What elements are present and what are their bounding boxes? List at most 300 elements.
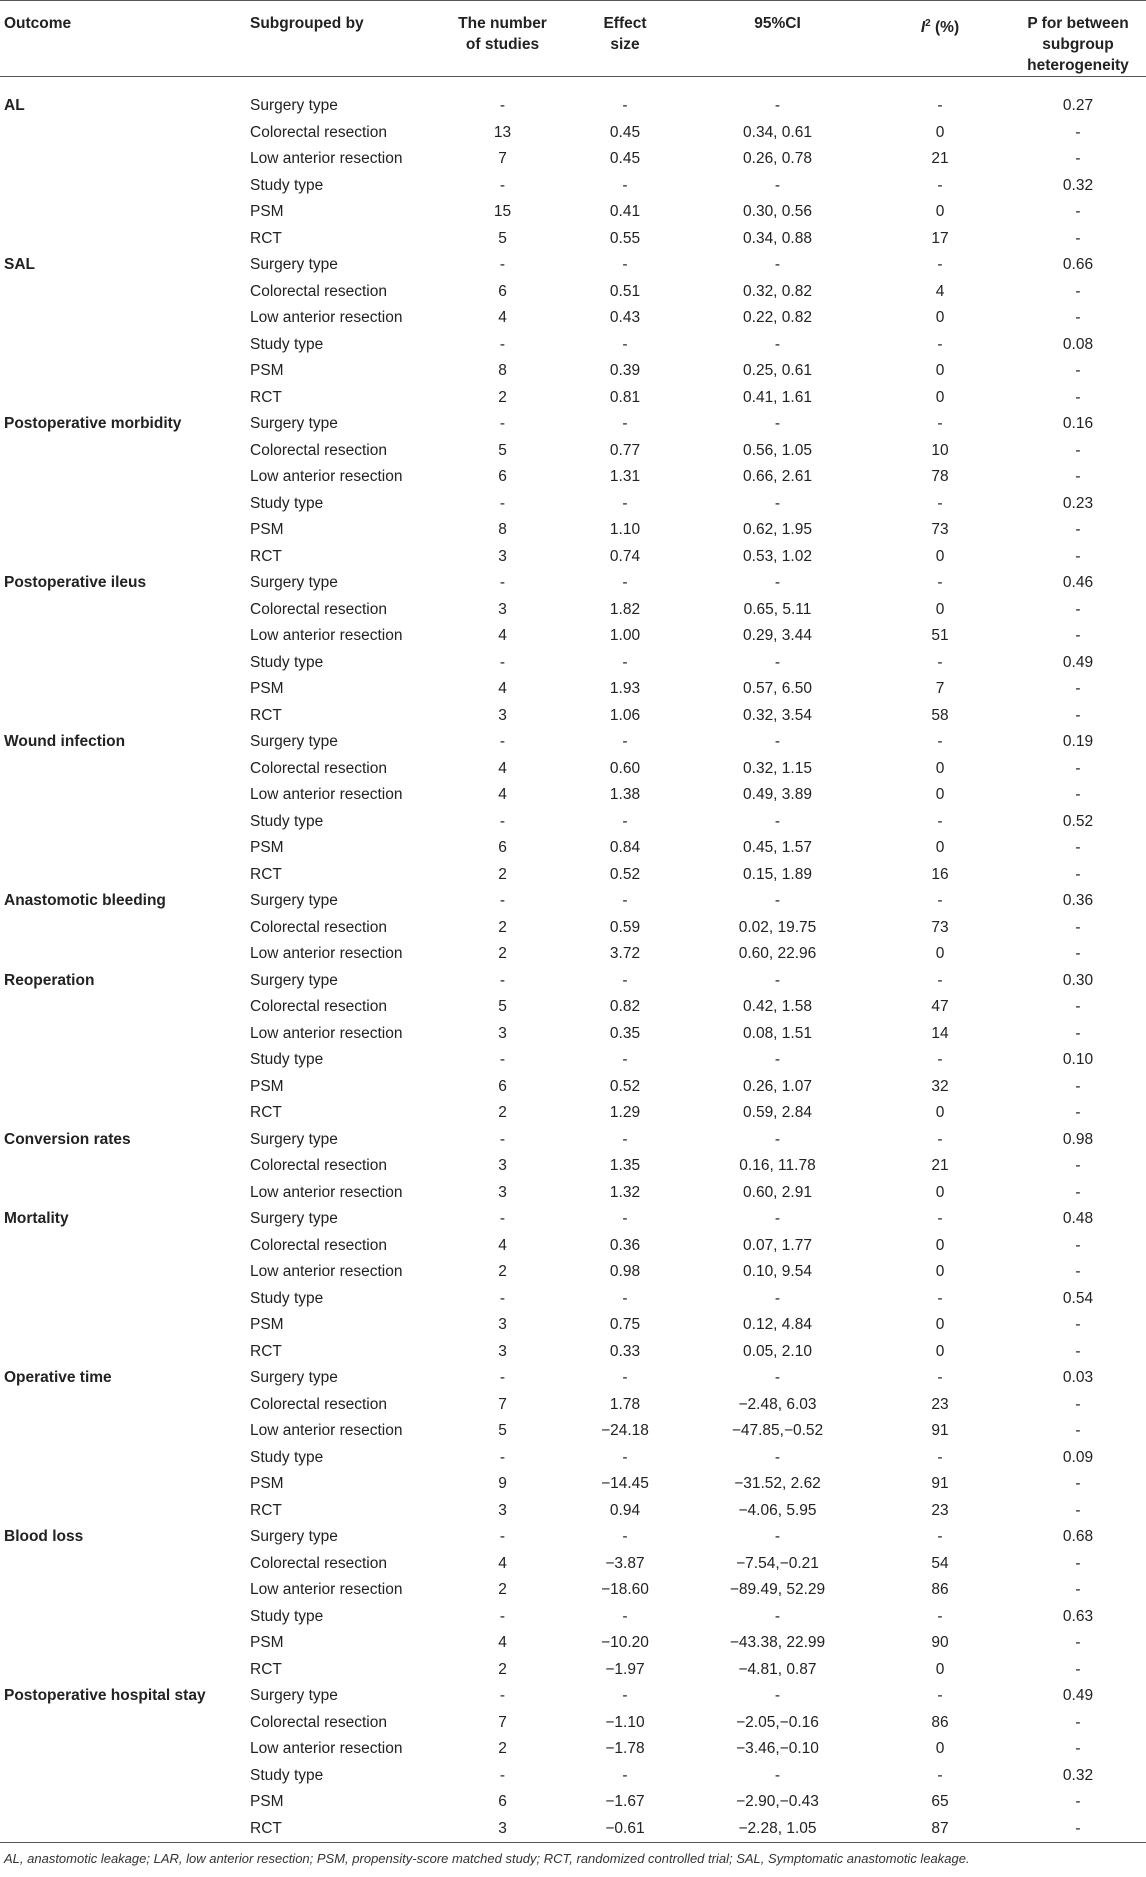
ci-cell: - [774, 335, 781, 353]
studies-count-cell: 4 [498, 680, 507, 697]
outcome-cell [0, 1100, 250, 1127]
studies-count-cell: 3 [498, 1183, 507, 1201]
studies-count-cell: 3 [498, 1501, 507, 1519]
table-row [0, 226, 1146, 253]
p-heterogeneity-cell: - [1075, 1183, 1081, 1201]
ci-cell: - [774, 733, 781, 750]
ci-cell: 0.65, 5.11 [743, 600, 812, 618]
p-heterogeneity-cell: 0.54 [1062, 1289, 1094, 1307]
subgroup-cell: Low anterior resection [250, 1183, 403, 1201]
studies-count-cell: - [499, 574, 506, 591]
table-row [0, 1498, 1146, 1525]
i2-cell: 0 [935, 547, 945, 565]
i2-cell: 0 [935, 123, 945, 141]
p-heterogeneity-cell: - [1075, 229, 1081, 247]
studies-count-cell: 4 [498, 309, 507, 326]
outcome-cell [0, 1392, 250, 1419]
subgroup-cell: Low anterior resection [250, 1422, 403, 1439]
i2-cell: - [937, 1766, 943, 1784]
outcome-cell [0, 1418, 250, 1445]
effect-size-cell: - [622, 1289, 628, 1307]
effect-size-cell: 1.78 [609, 1395, 641, 1413]
studies-count-cell: 8 [498, 362, 507, 379]
table-body [0, 77, 1146, 1843]
outcome-cell [0, 1577, 250, 1604]
p-heterogeneity-cell: 0.48 [1062, 1210, 1094, 1227]
effect-size-cell: 1.06 [609, 706, 641, 724]
p-heterogeneity-cell: - [1075, 865, 1081, 883]
subgroup-cell: Study type [250, 494, 324, 512]
subgroup-cell: RCT [250, 229, 282, 247]
i2-cell: - [937, 256, 943, 273]
effect-size-cell: - [622, 1528, 628, 1545]
studies-count-cell: 2 [498, 1104, 507, 1121]
i2-cell: 0 [935, 1183, 945, 1201]
outcome-cell [0, 332, 250, 359]
p-heterogeneity-cell: 0.46 [1062, 574, 1094, 591]
table-row [0, 1047, 1146, 1074]
subgroup-cell: Study type [250, 176, 324, 194]
outcome-cell [0, 1551, 250, 1578]
subgroup-cell: PSM [250, 1634, 284, 1651]
outcome-cell [0, 544, 250, 571]
studies-count-cell: - [499, 494, 506, 512]
subgroup-cell: Study type [250, 335, 324, 353]
i2-cell: 0 [935, 1660, 945, 1678]
studies-count-cell: - [499, 1766, 506, 1784]
i2-cell: - [937, 1051, 943, 1068]
p-heterogeneity-cell: - [1075, 627, 1081, 644]
studies-count-cell: 2 [498, 865, 507, 883]
subgroup-cell: Surgery type [250, 1687, 338, 1704]
effect-size-cell: - [622, 1448, 628, 1466]
studies-count-cell: 4 [498, 1236, 507, 1254]
outcome-cell [0, 1180, 250, 1207]
outcome-cell [0, 146, 250, 173]
effect-size-cell: 1.38 [609, 786, 641, 803]
outcome-cell [0, 120, 250, 147]
table-row [0, 703, 1146, 730]
outcome-cell [0, 1816, 250, 1843]
subgroup-cell: PSM [250, 1316, 284, 1333]
subgroup-cell: Colorectal resection [250, 1236, 387, 1254]
p-heterogeneity-cell: - [1075, 1501, 1081, 1519]
table-row [0, 1365, 1146, 1392]
ci-cell: 0.62, 1.95 [743, 521, 812, 538]
subgroup-cell: Surgery type [250, 1369, 338, 1386]
subgroup-cell: Colorectal resection [250, 918, 387, 936]
table-row [0, 1445, 1146, 1472]
p-heterogeneity-cell: - [1075, 1740, 1081, 1757]
ci-cell: 0.30, 0.56 [743, 203, 812, 220]
effect-size-cell: 0.45 [609, 150, 641, 167]
studies-count-cell: 3 [498, 600, 507, 618]
i2-cell: 91 [931, 1422, 949, 1439]
studies-count-cell: 7 [498, 150, 507, 167]
effect-size-cell: −18.60 [601, 1581, 649, 1598]
outcome-cell [0, 438, 250, 465]
effect-size-cell: - [622, 494, 628, 512]
i2-cell: 91 [931, 1475, 949, 1492]
p-heterogeneity-cell: 0.19 [1062, 733, 1094, 750]
table-row [0, 1577, 1146, 1604]
p-heterogeneity-cell: 0.32 [1062, 1766, 1094, 1784]
studies-count-cell: - [499, 971, 506, 989]
studies-count-cell: 2 [498, 918, 507, 936]
table-row [0, 729, 1146, 756]
i2-cell: 32 [931, 1077, 949, 1095]
p-heterogeneity-cell: - [1075, 1263, 1081, 1280]
outcome-cell: Conversion rates [4, 1130, 131, 1148]
subgroup-cell: Colorectal resection [250, 1395, 387, 1413]
outcome-cell: Operative time [4, 1369, 112, 1386]
effect-size-cell: 1.00 [609, 627, 641, 644]
studies-count-cell: 3 [440, 1816, 565, 1843]
studies-count-cell: 4 [498, 1634, 507, 1651]
outcome-cell [0, 1312, 250, 1339]
i2-cell: - [937, 1687, 943, 1704]
studies-count-cell: 2 [498, 1740, 507, 1757]
effect-size-cell: 1.29 [609, 1104, 641, 1121]
p-heterogeneity-cell: - [1075, 1316, 1081, 1333]
studies-count-cell: 2 [498, 1660, 507, 1678]
studies-count-cell: 4 [498, 627, 507, 644]
effect-size-cell: 1.10 [609, 521, 641, 538]
studies-count-cell: 5 [498, 998, 507, 1015]
outcome-cell [0, 915, 250, 942]
i2-cell: - [937, 574, 943, 591]
p-heterogeneity-cell: - [1075, 1395, 1081, 1413]
p-heterogeneity-cell: 0.49 [1062, 653, 1094, 671]
i2-cell: - [937, 176, 943, 194]
subgroup-cell: Colorectal resection [250, 1713, 387, 1731]
i2-cell: 0 [935, 1316, 945, 1333]
subgroup-cell: RCT [250, 1660, 282, 1678]
i2-cell: 47 [931, 998, 949, 1015]
subgroup-cell: PSM [250, 680, 284, 697]
studies-count-cell: - [499, 1448, 506, 1466]
table-row [0, 438, 1146, 465]
effect-size-cell: - [622, 1369, 628, 1386]
p-heterogeneity-cell: - [1010, 1816, 1146, 1843]
effect-size-cell: - [622, 256, 628, 273]
studies-count-cell: 3 [498, 1157, 507, 1174]
p-heterogeneity-cell: - [1075, 1342, 1081, 1360]
ci-cell: 0.57, 6.50 [743, 680, 812, 697]
table-row [0, 1551, 1146, 1578]
table-row [0, 305, 1146, 332]
ci-cell: 0.29, 3.44 [743, 627, 812, 644]
i2-cell: 86 [931, 1581, 949, 1598]
studies-count-cell: - [499, 1528, 506, 1545]
table-row [0, 968, 1146, 995]
effect-size-cell: −24.18 [601, 1422, 649, 1439]
studies-count-cell: 8 [498, 521, 507, 538]
i2-cell: 14 [931, 1024, 949, 1042]
ci-cell: - [774, 1607, 781, 1625]
effect-size-cell: - [622, 1130, 628, 1148]
ci-cell: −4.06, 5.95 [738, 1501, 817, 1519]
studies-count-cell: 6 [498, 282, 507, 300]
effect-size-cell: 0.59 [609, 918, 641, 936]
subgroup-cell: Study type [250, 1766, 324, 1784]
table-row [0, 941, 1146, 968]
effect-size-cell: - [622, 812, 628, 830]
i2-cell: - [937, 733, 943, 750]
outcome-cell [0, 597, 250, 624]
p-heterogeneity-cell: - [1075, 1024, 1081, 1042]
effect-size-cell: - [622, 1607, 628, 1625]
subgroup-cell: Surgery type [250, 256, 338, 273]
subgroup-cell: RCT [250, 547, 282, 565]
header-number-of-studies: The number of studies [458, 15, 547, 53]
table-row [0, 1259, 1146, 1286]
i2-cell: 7 [935, 680, 945, 697]
i2-cell: 21 [931, 1157, 949, 1174]
outcome-cell [0, 623, 250, 650]
p-heterogeneity-cell: 0.16 [1062, 415, 1094, 432]
studies-count-cell: 2 [498, 945, 507, 962]
table-row [0, 915, 1146, 942]
studies-count-cell: - [499, 97, 506, 114]
effect-size-cell: −3.87 [605, 1554, 645, 1572]
subgroup-cell: Study type [250, 1607, 324, 1625]
subgroup-cell: Colorectal resection [250, 282, 387, 300]
outcome-cell [0, 1657, 250, 1684]
studies-count-cell: - [499, 256, 506, 273]
table-row [0, 1630, 1146, 1657]
ci-cell: 0.34, 0.61 [743, 123, 812, 141]
outcome-cell [0, 1789, 250, 1816]
studies-count-cell: - [499, 733, 506, 750]
studies-count-cell: 7 [498, 1395, 507, 1413]
ci-cell: - [774, 1369, 781, 1386]
ci-cell: −47.85,−0.52 [731, 1422, 824, 1439]
header-p-heterogeneity: P for between subgroup heterogeneity [1027, 15, 1129, 74]
outcome-cell [0, 1021, 250, 1048]
effect-size-cell: 0.51 [609, 282, 641, 300]
outcome-cell [0, 1498, 250, 1525]
effect-size-cell: −1.10 [605, 1713, 645, 1731]
p-heterogeneity-cell: - [1075, 150, 1081, 167]
effect-size-cell: - [622, 335, 628, 353]
table-row [0, 279, 1146, 306]
i2-cell: 51 [931, 627, 949, 644]
effect-size-cell: - [622, 176, 628, 194]
i2-cell: - [937, 971, 943, 989]
subgroup-cell: Surgery type [250, 892, 338, 909]
studies-count-cell: 13 [493, 123, 512, 141]
subgroup-cell: Low anterior resection [250, 1263, 403, 1280]
effect-size-cell: - [622, 653, 628, 671]
outcome-cell [0, 782, 250, 809]
subgroup-cell: Low anterior resection [250, 1024, 403, 1042]
table-row [0, 1392, 1146, 1419]
outcome-cell [0, 173, 250, 200]
ci-cell: - [774, 971, 781, 989]
table-row [0, 358, 1146, 385]
subgroup-cell: PSM [250, 362, 284, 379]
studies-count-cell: 3 [498, 1024, 507, 1042]
effect-size-cell: 0.74 [609, 547, 641, 565]
p-heterogeneity-cell: 0.32 [1062, 176, 1094, 194]
outcome-cell [0, 756, 250, 783]
i2-cell: - [937, 97, 943, 114]
effect-size-cell: 1.82 [609, 600, 641, 618]
p-heterogeneity-cell: - [1075, 706, 1081, 724]
subgroup-cell: Surgery type [250, 1528, 338, 1545]
ci-cell: 0.34, 0.88 [743, 229, 812, 247]
subgroup-cell: PSM [250, 1475, 284, 1492]
subgroup-cell: Low anterior resection [250, 1740, 403, 1757]
ci-cell: −43.38, 22.99 [729, 1634, 826, 1651]
outcome-cell [0, 1763, 250, 1790]
subgroup-cell: Surgery type [250, 971, 338, 989]
i2-cell: 0 [935, 1342, 945, 1360]
i2-cell: 65 [931, 1793, 949, 1810]
i2-cell: 0 [935, 1236, 945, 1254]
ci-cell: 0.26, 1.07 [743, 1077, 812, 1095]
i2-cell: - [937, 415, 943, 432]
table-row [0, 1100, 1146, 1127]
subgroup-cell: Low anterior resection [250, 309, 403, 326]
subgroup-cell: PSM [250, 203, 284, 220]
ci-cell: - [774, 812, 781, 830]
subgroup-cell: Study type [250, 1289, 324, 1307]
p-heterogeneity-cell: - [1075, 468, 1081, 485]
p-heterogeneity-cell: - [1075, 521, 1081, 538]
subgroup-cell: Low anterior resection [250, 786, 403, 803]
p-heterogeneity-cell: - [1075, 123, 1081, 141]
effect-size-cell: - [622, 97, 628, 114]
p-heterogeneity-cell: 0.27 [1062, 97, 1094, 114]
table-row [0, 623, 1146, 650]
effect-size-cell: 0.77 [609, 441, 641, 459]
i2-cell: - [937, 1528, 943, 1545]
ci-cell: 0.05, 2.10 [743, 1342, 812, 1360]
studies-count-cell: 3 [498, 1316, 507, 1333]
i2-cell: 0 [935, 362, 945, 379]
table-row [0, 650, 1146, 677]
ci-cell: 0.49, 3.89 [743, 786, 812, 803]
subgroup-cell: Low anterior resection [250, 945, 403, 962]
studies-count-cell: - [499, 892, 506, 909]
p-heterogeneity-cell: - [1075, 1104, 1081, 1121]
ci-cell: 0.56, 1.05 [743, 441, 812, 459]
subgroup-cell: Colorectal resection [250, 1554, 387, 1572]
p-heterogeneity-cell: 0.68 [1062, 1528, 1094, 1545]
p-heterogeneity-cell: - [1075, 945, 1081, 962]
i2-cell: 23 [931, 1395, 949, 1413]
subgroup-cell: RCT [250, 1342, 282, 1360]
outcome-cell [0, 1736, 250, 1763]
table-row [0, 862, 1146, 889]
p-heterogeneity-cell: 0.52 [1062, 812, 1094, 830]
subgroup-cell: Low anterior resection [250, 150, 403, 167]
studies-count-cell: 4 [498, 1554, 507, 1572]
i2-cell: 0 [935, 839, 945, 856]
table-row [0, 1153, 1146, 1180]
spacer-cell [0, 77, 1146, 94]
table-row [0, 1127, 1146, 1154]
ci-cell: 0.66, 2.61 [743, 468, 812, 485]
outcome-cell: AL [4, 97, 25, 114]
table-row [0, 835, 1146, 862]
outcome-cell [0, 835, 250, 862]
table-row [0, 544, 1146, 571]
studies-count-cell: 2 [498, 1263, 507, 1280]
studies-count-cell: - [499, 1687, 506, 1704]
i2-cell: 0 [935, 600, 945, 618]
subgroup-cell: Colorectal resection [250, 123, 387, 141]
spacer-row [0, 77, 1146, 94]
table-row [0, 1418, 1146, 1445]
table-row [0, 252, 1146, 279]
effect-size-cell: −10.20 [601, 1634, 649, 1651]
p-heterogeneity-cell: - [1075, 1793, 1081, 1810]
p-heterogeneity-cell: 0.08 [1062, 335, 1094, 353]
studies-count-cell: - [499, 335, 506, 353]
table-row [0, 597, 1146, 624]
outcome-cell [0, 650, 250, 677]
subgroup-cell: RCT [250, 865, 282, 883]
outcome-cell [0, 491, 250, 518]
p-heterogeneity-cell: - [1075, 680, 1081, 697]
outcome-cell [0, 862, 250, 889]
ci-cell: - [774, 415, 781, 432]
p-heterogeneity-cell: - [1075, 1422, 1081, 1439]
ci-cell: 0.53, 1.02 [743, 547, 812, 565]
ci-cell: 0.22, 0.82 [743, 309, 812, 326]
subgroup-cell: RCT [250, 706, 282, 724]
subgroup-cell: Surgery type [250, 574, 338, 591]
ci-cell: - [774, 892, 781, 909]
effect-size-cell: 1.35 [609, 1157, 641, 1174]
outcome-cell [0, 305, 250, 332]
table-row [0, 1816, 1146, 1843]
effect-size-cell: −14.45 [601, 1475, 649, 1492]
i2-cell: 0 [935, 945, 945, 962]
ci-cell: 0.07, 1.77 [743, 1236, 812, 1254]
i2-cell: 73 [931, 918, 949, 936]
ci-cell: 0.25, 0.61 [743, 362, 812, 379]
ci-cell: - [774, 653, 781, 671]
table-row [0, 491, 1146, 518]
effect-size-cell: 3.72 [609, 945, 641, 962]
p-heterogeneity-cell: - [1075, 1475, 1081, 1492]
effect-size-cell: - [622, 1210, 628, 1227]
ci-cell: - [774, 97, 781, 114]
subgroup-cell: Low anterior resection [250, 1581, 403, 1598]
p-heterogeneity-cell: - [1075, 1236, 1081, 1254]
p-heterogeneity-cell: 0.36 [1062, 892, 1094, 909]
table-row [0, 464, 1146, 491]
ci-cell: 0.26, 0.78 [743, 150, 812, 167]
table-row [0, 93, 1146, 120]
outcome-cell [0, 941, 250, 968]
table-row [0, 1180, 1146, 1207]
studies-count-cell: - [499, 1289, 506, 1307]
studies-count-cell: - [499, 1369, 506, 1386]
outcome-cell [0, 517, 250, 544]
subgroup-cell: Surgery type [250, 733, 338, 750]
subgroup-cell: Colorectal resection [250, 600, 387, 618]
i2-cell: 58 [931, 706, 949, 724]
header-95ci: 95%CI [754, 15, 801, 32]
effect-size-cell: 0.41 [609, 203, 641, 220]
table-row [0, 782, 1146, 809]
table-row [0, 1736, 1146, 1763]
